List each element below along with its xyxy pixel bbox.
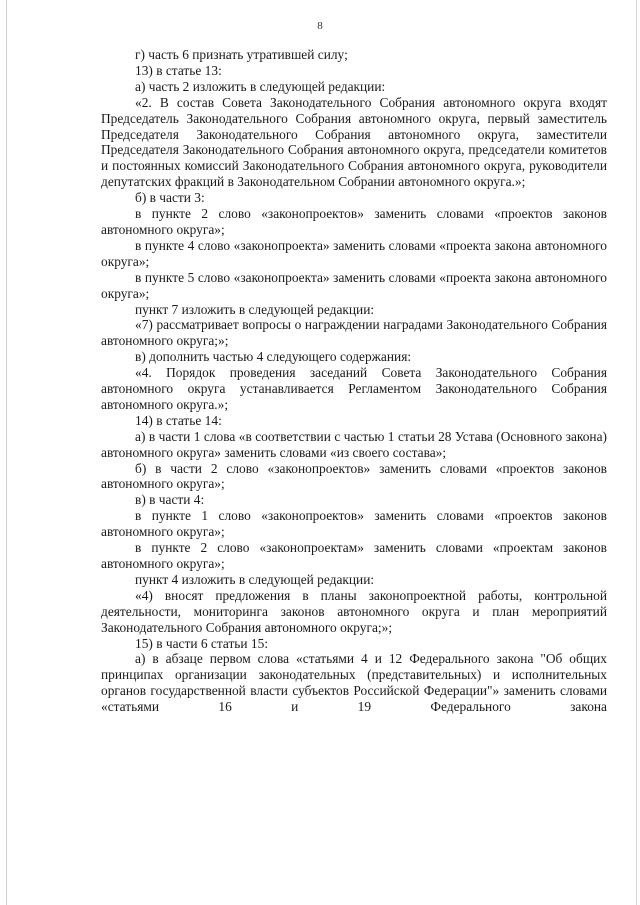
paragraph: в пункте 1 слово «законопроектов» заменить словами «проектов законов автономного округа»; <box>101 508 607 540</box>
paragraph: в) дополнить частью 4 следующего содержания: <box>135 349 412 365</box>
paragraph: в) в части 4: <box>135 492 205 508</box>
page-edge-left <box>6 0 7 905</box>
paragraph: в пункте 2 слово «законопроектам» заменить словами «проектам законов автономного округа»; <box>101 540 607 571</box>
paragraph: «4. Порядок проведения заседаний Совета Законодательного Собрания автономного округа устанавливается Регламентом Законодательного Собрания автономного округа.»; <box>101 365 607 412</box>
paragraph: в пункте 2 слово «законопроектов» заменить словами «проектов законов автономного округа»; <box>101 206 607 237</box>
paragraph: в пункте 4 слово «законопроекта» заменить словами «проекта закона автономного округа»; <box>101 237 607 269</box>
paragraph: г) часть 6 признать утратившей силу; <box>135 47 348 62</box>
page-edge-right <box>636 0 637 905</box>
paragraph: «7) рассматривает вопросы о награждении наградами Законодательного Собрания автономного округа;»; <box>101 317 607 349</box>
paragraph: пункт 4 изложить в следующей редакции: <box>135 571 375 587</box>
paragraph: 15) в части 6 статьи 15: <box>135 635 269 651</box>
paragraph: «4) вносят предложения в планы законопроектной работы, контрольной деятельности, мониторинга законов автономного округа и план мероприятий Законодательного Собрания автономного округа;»; <box>101 587 607 635</box>
document-body <box>101 47 607 715</box>
paragraph: в пункте 5 слово «законопроекта» заменить словами «проекта закона автономного округа»; <box>101 269 607 301</box>
paragraph: б) в части 3: <box>135 190 205 206</box>
paragraph: а) в части 1 слова «в соответствии с частью 1 статьи 28 Устава (Основного закона) автономного округа» заменить словами «из своего состава»; <box>101 428 607 460</box>
paragraph: а) часть 2 изложить в следующей редакции: <box>135 78 386 94</box>
paragraph: «2. В состав Совета Законодательного Собрания автономного округа входят Председатель Законодательного Собрания автономного округа, первый заместитель Председателя Законодательного Собрания автономного округа, заместители Председателя Законодательного Собрания автономного округа, председатели комитетов и постоянных комиссий Законодательного Собрания автономного округа, руководители депутатских фракций в Законодательном Собрании автономного округа.»; <box>101 94 607 190</box>
page-number: 8 <box>317 20 323 32</box>
paragraph: 13) в статье 13: <box>135 62 222 78</box>
paragraph: б) в части 2 слово «законопроектов» заменить словами «проектов законов автономного округа»; <box>101 460 607 492</box>
paragraph: а) в абзаце первом слова «статьями 4 и 12 Федерального закона "Об общих принципах организации законодательных (представительных) и исполнительных органов государственной власти субъектов Российской Федерации"» заменить словами «статьями 16 и 19 Федерального закона <box>101 651 607 715</box>
paragraph: пункт 7 изложить в следующей редакции: <box>135 301 375 317</box>
paragraph: 14) в статье 14: <box>135 412 222 428</box>
